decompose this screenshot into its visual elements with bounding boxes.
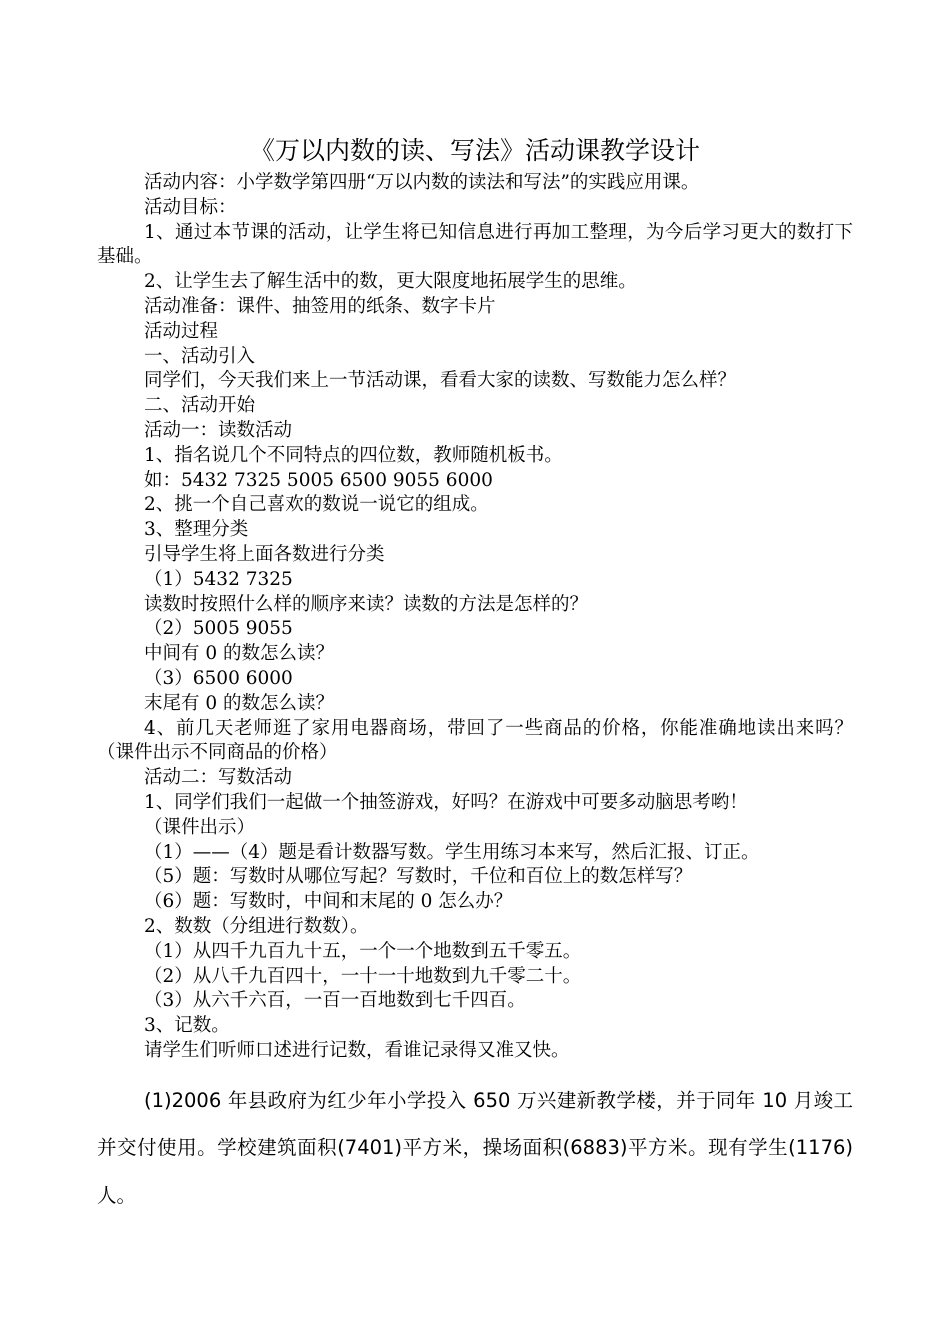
text-line: 1、通过本节课的活动，让学生将已知信息进行再加工整理，为今后学习更大的数打下基础。 [97, 221, 853, 268]
text-line: 活动一：读数活动 [144, 419, 293, 441]
text-line: 活动准备：课件、抽签用的纸条、数字卡片 [144, 295, 496, 317]
text-line: 2、让学生去了解生活中的数，更大限度地拓展学生的思维。 [144, 271, 637, 293]
text-line: （3）从六千六百，一百一百地数到七千四百。 [144, 990, 526, 1012]
text-line: 2、挑一个自己喜欢的数说一说它的组成。 [144, 494, 489, 516]
text-line: （3）6500 6000 [144, 667, 293, 689]
text-line: 请学生们听师口述进行记数，看谁记录得又准又快。 [144, 1039, 570, 1061]
text-line: （6）题：写数时，中间和末尾的 0 怎么办？ [144, 891, 513, 913]
text-line: 一、活动引入 [144, 345, 256, 367]
text-line: （2）5005 9055 [144, 618, 293, 640]
text-line: （1）5432 7325 [144, 568, 293, 590]
document-body [97, 171, 853, 1064]
text-line: 二、活动开始 [144, 395, 256, 417]
text-line: （1）从四千九百九十五，一个一个地数到五千零五。 [144, 940, 582, 962]
text-line: 同学们，今天我们来上一节活动课，看看大家的读数、写数能力怎么样？ [144, 370, 737, 392]
document-title: 《万以内数的读、写法》活动课教学设计 [249, 136, 700, 165]
text-line: 活动过程 [144, 320, 219, 342]
text-line: 1、同学们我们一起做一个抽签游戏，好吗？在游戏中可要多动脑思考哟！ [144, 791, 748, 813]
text-line: 2、数数（分组进行数数）。 [144, 915, 369, 937]
text-line: 活动目标： [144, 196, 237, 218]
text-line: 1、指名说几个不同特点的四位数，教师随机板书。 [144, 444, 563, 466]
text-line: （课件出示） [144, 816, 256, 838]
text-line: 活动二：写数活动 [144, 767, 293, 789]
text-line: （2）从八千九百四十，一十一十地数到九千零二十。 [144, 965, 582, 987]
text-line: 末尾有 0 的数怎么读？ [144, 692, 335, 714]
text-line: （5）题：写数时从哪位写起？写数时，千位和百位上的数怎样写？ [144, 866, 693, 888]
text-line: 活动内容：小学数学第四册“万以内数的读法和写法”的实践应用课。 [144, 172, 700, 193]
text-line: 中间有 0 的数怎么读？ [144, 643, 335, 665]
text-line: 读数时按照什么样的顺序来读？读数的方法是怎样的？ [144, 593, 589, 615]
text-line: 4、前几天老师逛了家用电器商场，带回了一些商品的价格，你能准确地读出来吗？（课件出示不同商品的价格） [97, 717, 853, 764]
text-line: 3、整理分类 [144, 519, 249, 541]
text-line: 如：5432 7325 5005 6500 9055 6000 [144, 469, 493, 491]
text-line: 3、记数。 [144, 1015, 230, 1037]
text-line: （1）——（4）题是看计数器写数。学生用练习本来写，然后汇报、订正。 [144, 841, 760, 863]
text-line: 引导学生将上面各数进行分类 [144, 543, 385, 565]
closing-paragraph: (1)2006 年县政府为红少年小学投入 650 万兴建新教学楼，并于同年 10 月竣工并交付使用。学校建筑面积(7401)平方米，操场面积(6883)平方米。现有学生(1176)人。 [97, 1088, 853, 1207]
